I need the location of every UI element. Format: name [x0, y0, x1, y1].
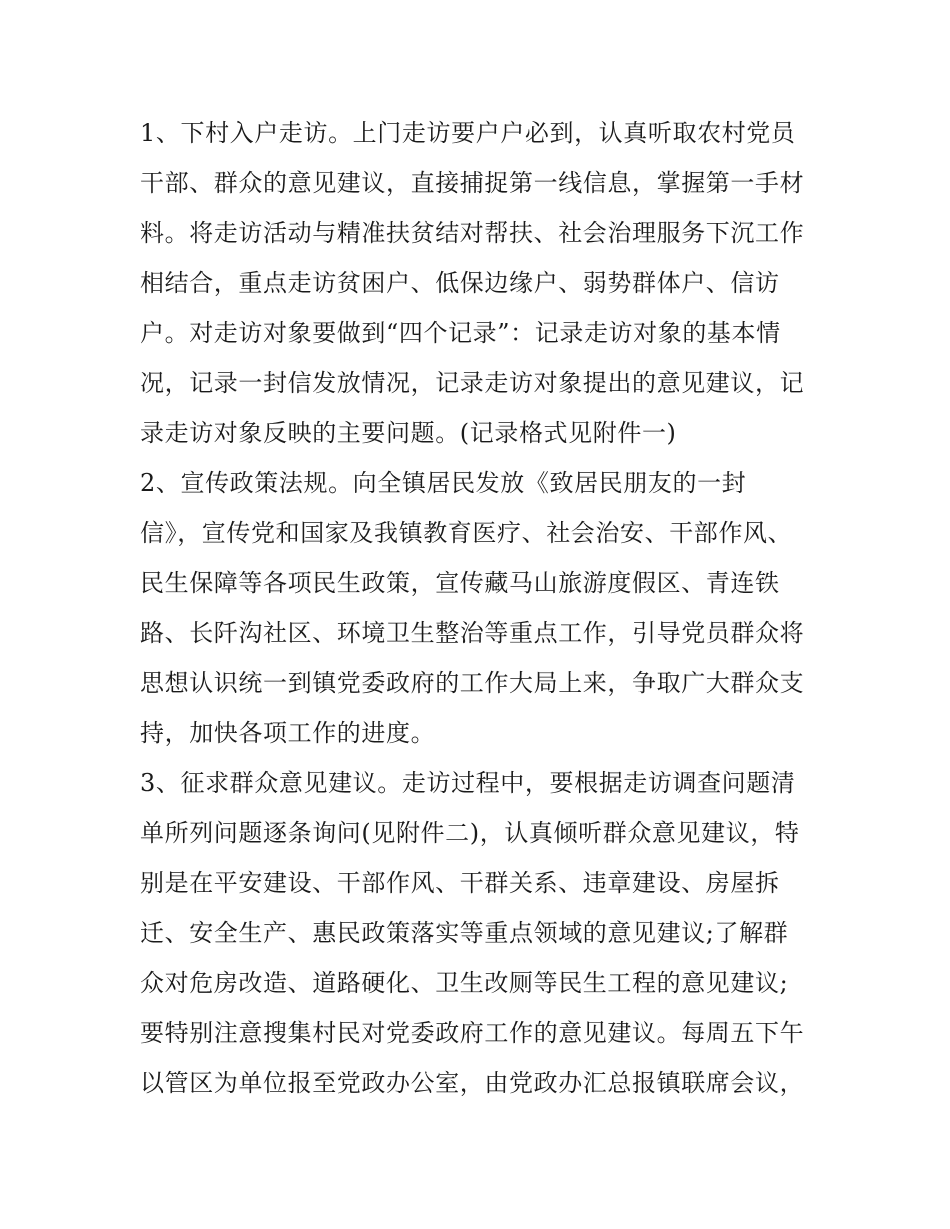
- text-line: 况，记录一封信发放情况，记录走访对象提出的意见建议，记: [140, 369, 805, 397]
- text-line: 别是在平安建设、干部作风、干群关系、违章建设、房屋拆: [140, 869, 780, 897]
- text-line: 迁、安全生产、惠民政策落实等重点领域的意见建议;了解群: [140, 919, 789, 947]
- text-line: 要特别注意搜集村民对党委政府工作的意见建议。每周五下午: [140, 1019, 805, 1047]
- document-body: [140, 108, 820, 1108]
- text-line: 众对危房改造、道路硬化、卫生改厕等民生工程的意见建议;: [140, 969, 789, 997]
- text-line: 户。对走访对象要做到“四个记录”：记录走访对象的基本情: [140, 319, 781, 347]
- text-line: 干部、群众的意见建议，直接捕捉第一线信息，掌握第一手材: [140, 169, 805, 197]
- text-line: 相结合，重点走访贫困户、低保边缘户、弱势群体户、信访: [140, 269, 780, 297]
- text-line: 信》，宣传党和国家及我镇教育医疗、社会治安、干部作风、: [140, 519, 793, 547]
- text-line: 以管区为单位报至党政办公室，由党政办汇总报镇联席会议，: [140, 1069, 805, 1097]
- text-line: 路、长阡沟社区、环境卫生整治等重点工作，引导党员群众将: [140, 619, 805, 647]
- text-line: 民生保障等各项民生政策，宣传藏马山旅游度假区、青连铁: [140, 569, 780, 597]
- text-line: 料。将走访活动与精准扶贫结对帮扶、社会治理服务下沉工作: [140, 219, 805, 247]
- text-line: 3、征求群众意见建议。走访过程中，要根据走访调查问题清: [140, 769, 796, 797]
- text-line: 持，加快各项工作的进度。: [140, 719, 436, 747]
- text-line: 单所列问题逐条询问(见附件二)，认真倾听群众意见建议，特: [140, 819, 800, 847]
- text-line: 1、下村入户走访。上门走访要户户必到，认真听取农村党员: [140, 119, 796, 147]
- text-line: 2、宣传政策法规。向全镇居民发放《致居民朋友的一封: [140, 469, 747, 497]
- text-line: 录走访对象反映的主要问题。(记录格式见附件一): [140, 419, 677, 447]
- text-line: 思想认识统一到镇党委政府的工作大局上来，争取广大群众支: [140, 669, 805, 697]
